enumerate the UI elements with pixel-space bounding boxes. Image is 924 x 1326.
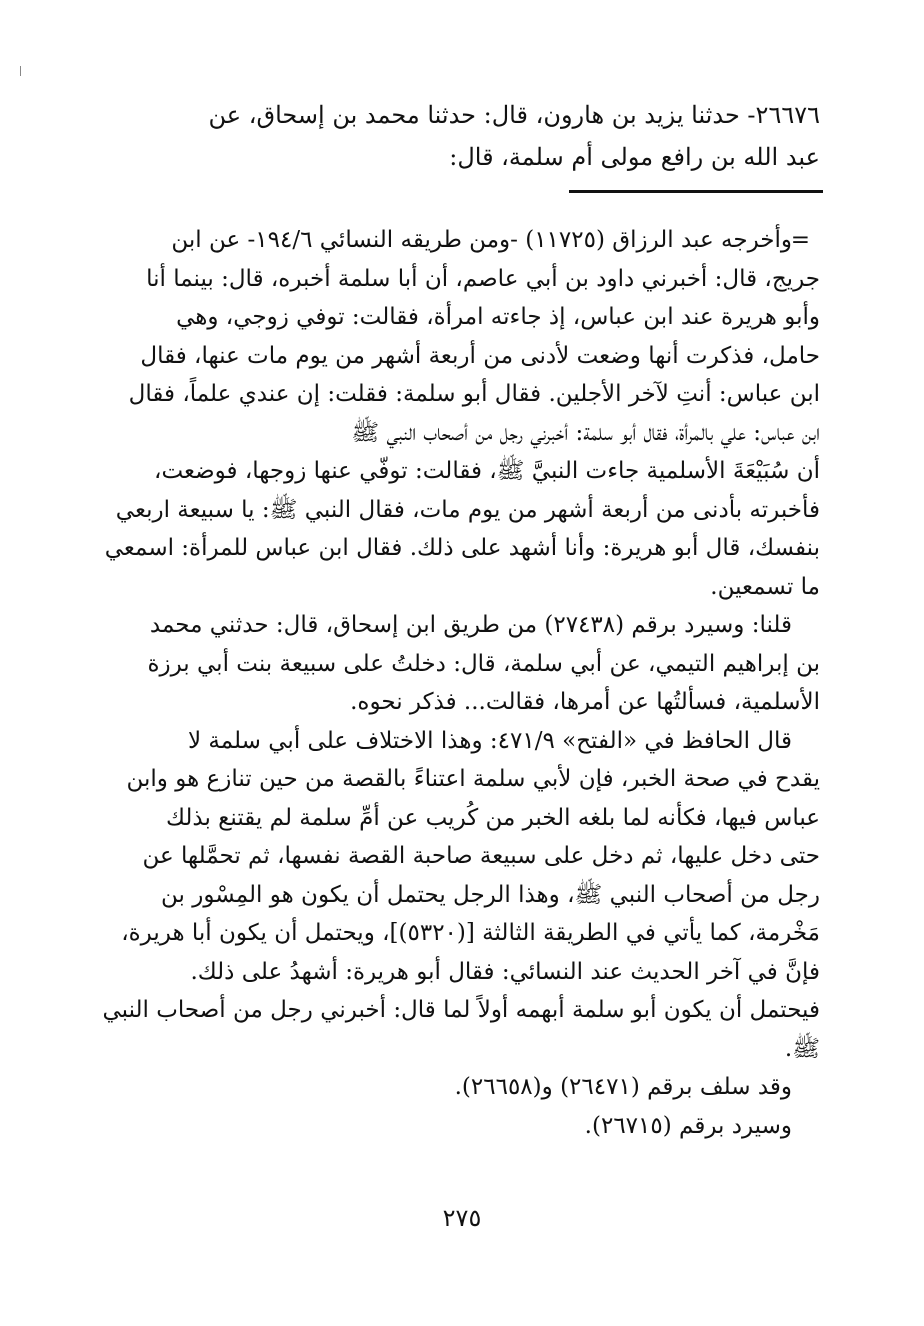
footnote-line: وسيرد برقم (٢٦٧١٥).: [584, 1112, 792, 1139]
margin-mark: [20, 66, 21, 76]
footnote-line: قلنا: وسيرد برقم (٢٧٤٣٨) من طريق ابن إسحاق، قال: حدثني محمد: [149, 612, 792, 638]
footnote-line: ما تسمعين.: [710, 573, 820, 600]
footnote-line: ابن عباس: علي بالمرأة، فقال أبو سلمة: أخبرني رجل من أصحاب النبي ﷺ: [351, 419, 820, 446]
footnote-line: جريج، قال: أخبرني داود بن أبي عاصم، أن أبا سلمة أخبره، قال: بينما أنا: [146, 265, 820, 292]
footnote-paragraph: [100, 1068, 820, 1145]
footnote-line: وأبو هريرة عند ابن عباس، إذ جاءته امرأة، فقالت: توفي زوجي، وهي: [176, 304, 820, 330]
footnote-line: الأسلمية، فسألتُها عن أمرها، فقالت... فذكر نحوه.: [350, 689, 820, 715]
footnote-line: وأخرجه عبد الرزاق (١١٧٢٥) -ومن طريقه النسائي ١٩٤/٦- عن ابن: [171, 227, 792, 253]
footnote-line: حامل، فذكرت أنها وضعت لأدنى من أربعة أشهر من يوم مات عنها، فقال: [140, 342, 820, 369]
continuation-mark: =: [790, 227, 810, 253]
footnote-line: يقدح في صحة الخبر، فإن لأبي سلمة اعتناءً بالقصة من حين تنازع هو وابن: [126, 766, 820, 792]
footnote-line: ﷺ.: [784, 1035, 820, 1062]
footnote-line: أن سُبَيْعَةَ الأسلمية جاءت النبيَّ ﷺ، فقالت: توفّي عنها زوجها، فوضعت،: [154, 458, 820, 484]
footnote-paragraph: [100, 221, 820, 606]
footnotes: [100, 221, 820, 1145]
footnote-line: فيحتمل أن يكون أبو سلمة أبهمه أولاً لما قال: أخبرني رجل من أصحاب النبي: [102, 997, 820, 1023]
footnote-line: قال الحافظ في «الفتح» ٤٧١/٩: وهذا الاختلاف على أبي سلمة لا: [188, 727, 792, 754]
footnote-line: فإنَّ في آخر الحديث عند النسائي: فقال أبو هريرة: أشهدُ على ذلك.: [190, 958, 820, 985]
footnote-line: ابن عباس: أنتِ لآخر الأجلين. فقال أبو سلمة: فقلت: إن عندي علماً، فقال: [128, 381, 820, 407]
footnote-paragraph: [100, 722, 820, 1069]
footnote-line: مَخْرمة، كما يأتي في الطريقة الثالثة [(٥٣٢٠)]، ويحتمل أن يكون أبا هريرة،: [121, 920, 820, 946]
page-number: ٢٧٥: [442, 1204, 482, 1232]
footnote-line: عباس فيها، فكأنه لما بلغه الخبر من كُريب عن أمِّ سلمة لم يقتنع بذلك: [166, 804, 820, 831]
main-text: [100, 94, 820, 178]
footnote-separator: [569, 190, 823, 193]
footnote-line: بنفسك، قال أبو هريرة: وأنا أشهد على ذلك. فقال ابن عباس للمرأة: اسمعي: [104, 535, 820, 561]
footnote-paragraph: [100, 606, 820, 722]
footnote-line: فأخبرته بأدنى من أربعة أشهر من يوم مات، فقال النبي ﷺ: يا سبيعة اربعي: [115, 496, 820, 523]
footnote-line: رجل من أصحاب النبي ﷺ، وهذا الرجل يحتمل أن يكون هو المِسْور بن: [161, 881, 820, 908]
footnote-line: بن إبراهيم التيمي، عن أبي سلمة، قال: دخلتُ على سبيعة بنت أبي برزة: [147, 650, 820, 677]
main-text-line: ٢٦٦٧٦- حدثنا يزيد بن هارون، قال: حدثنا محمد بن إسحاق، عن: [208, 101, 820, 129]
footnote-line: وقد سلف برقم (٢٦٤٧١) و(٢٦٦٥٨).: [454, 1074, 792, 1100]
main-text-line: عبد الله بن رافع مولى أم سلمة، قال:: [449, 143, 820, 171]
footnote-line: حتى دخل عليها، ثم دخل على سبيعة صاحبة القصة نفسها، ثم تحمَّلها عن: [142, 843, 820, 869]
